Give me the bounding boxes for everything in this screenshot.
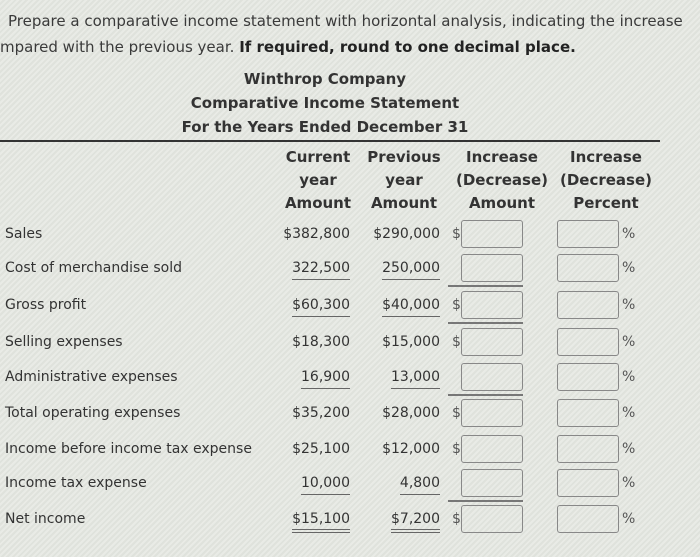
col-header-inc-amount bbox=[452, 146, 552, 215]
previous-amount bbox=[360, 334, 440, 350]
dollar-sign: $ bbox=[452, 297, 461, 313]
current-amount bbox=[270, 441, 350, 457]
increase-percent-input[interactable] bbox=[557, 399, 619, 427]
increase-percent-input[interactable] bbox=[557, 435, 619, 463]
percent-sign: % bbox=[622, 511, 636, 527]
previous-value: $12,000 bbox=[382, 441, 440, 457]
dollar-sign: $ bbox=[452, 441, 461, 457]
col-header-line: Current bbox=[285, 148, 351, 166]
row-label: Net income bbox=[5, 511, 86, 527]
dollar-sign: $ bbox=[452, 511, 461, 527]
current-value: $35,200 bbox=[292, 405, 350, 421]
current-amount bbox=[270, 405, 350, 421]
previous-amount bbox=[360, 441, 440, 457]
row-label: Income before income tax expense bbox=[5, 441, 252, 457]
previous-value: $7,200 bbox=[391, 511, 440, 533]
dollar-sign: $ bbox=[452, 334, 461, 350]
table-row bbox=[0, 469, 700, 499]
table-row bbox=[0, 291, 700, 321]
table-row bbox=[0, 328, 700, 358]
table-row bbox=[0, 435, 700, 465]
col-header-line: year bbox=[385, 171, 423, 189]
increase-percent-input[interactable] bbox=[557, 254, 619, 282]
current-amount bbox=[270, 511, 350, 527]
increase-amount-input[interactable] bbox=[461, 254, 523, 282]
increase-amount-input[interactable] bbox=[461, 435, 523, 463]
total-line bbox=[448, 285, 523, 287]
increase-amount-input[interactable] bbox=[461, 328, 523, 356]
current-value: $15,100 bbox=[292, 511, 350, 533]
instruction-line-1: Prepare a comparative income statement with horizontal analysis, indicating the increase bbox=[8, 12, 683, 30]
percent-sign: % bbox=[622, 334, 636, 350]
previous-amount bbox=[360, 297, 440, 313]
col-header-line: year bbox=[299, 171, 337, 189]
increase-percent-input[interactable] bbox=[557, 220, 619, 248]
row-label: Cost of merchandise sold bbox=[5, 260, 183, 276]
current-amount bbox=[270, 475, 350, 491]
previous-amount bbox=[360, 475, 440, 491]
statement-period: For the Years Ended December 31 bbox=[181, 118, 469, 136]
row-label: Selling expenses bbox=[5, 334, 123, 350]
table-row bbox=[0, 505, 700, 535]
col-header-line: (Decrease) bbox=[455, 171, 549, 189]
previous-value: 13,000 bbox=[391, 369, 440, 389]
dollar-sign: $ bbox=[452, 226, 461, 242]
col-header-line: Increase bbox=[466, 148, 538, 166]
current-value: $60,300 bbox=[292, 297, 350, 317]
col-header-inc-percent bbox=[556, 146, 656, 215]
table-row bbox=[0, 399, 700, 429]
rounding-note: If required, round to one decimal place. bbox=[239, 38, 576, 56]
row-label: Administrative expenses bbox=[5, 369, 178, 385]
current-value: $382,800 bbox=[283, 226, 350, 242]
current-value: 10,000 bbox=[301, 475, 350, 495]
previous-amount bbox=[360, 369, 440, 385]
row-label: Gross profit bbox=[5, 297, 87, 313]
previous-amount bbox=[360, 226, 440, 242]
col-header-previous bbox=[364, 146, 444, 215]
increase-percent-input[interactable] bbox=[557, 363, 619, 391]
increase-amount-input[interactable] bbox=[461, 505, 523, 533]
table-row bbox=[0, 363, 700, 393]
total-line bbox=[448, 394, 523, 396]
table-row bbox=[0, 254, 700, 284]
percent-sign: % bbox=[622, 226, 636, 242]
current-value: $25,100 bbox=[292, 441, 350, 457]
increase-percent-input[interactable] bbox=[557, 291, 619, 319]
increase-amount-input[interactable] bbox=[461, 363, 523, 391]
percent-sign: % bbox=[622, 260, 636, 276]
col-header-line: Amount bbox=[284, 194, 352, 212]
instruction-line-2: mpared with the previous year. bbox=[0, 38, 235, 56]
total-line bbox=[448, 322, 523, 324]
col-header-line: Amount bbox=[468, 194, 536, 212]
total-line bbox=[448, 500, 523, 502]
previous-value: 250,000 bbox=[382, 260, 440, 280]
instructions bbox=[0, 8, 700, 60]
current-amount bbox=[270, 297, 350, 313]
statement-title: Comparative Income Statement bbox=[190, 94, 460, 112]
current-value: 322,500 bbox=[292, 260, 350, 280]
increase-percent-input[interactable] bbox=[557, 469, 619, 497]
previous-value: $290,000 bbox=[373, 226, 440, 242]
previous-amount bbox=[360, 511, 440, 527]
company-name: Winthrop Company bbox=[243, 70, 407, 88]
previous-value: 4,800 bbox=[400, 475, 440, 495]
col-header-line: Amount bbox=[370, 194, 438, 212]
col-header-current bbox=[278, 146, 358, 215]
percent-sign: % bbox=[622, 441, 636, 457]
current-value: $18,300 bbox=[292, 334, 350, 350]
increase-amount-input[interactable] bbox=[461, 291, 523, 319]
dollar-sign: $ bbox=[452, 405, 461, 421]
previous-amount bbox=[360, 260, 440, 276]
previous-value: $28,000 bbox=[382, 405, 440, 421]
increase-percent-input[interactable] bbox=[557, 505, 619, 533]
row-label: Total operating expenses bbox=[5, 405, 181, 421]
increase-amount-input[interactable] bbox=[461, 220, 523, 248]
header-rule bbox=[0, 140, 660, 142]
table-row bbox=[0, 220, 700, 250]
increase-percent-input[interactable] bbox=[557, 328, 619, 356]
col-header-line: (Decrease) bbox=[559, 171, 653, 189]
increase-amount-input[interactable] bbox=[461, 469, 523, 497]
current-amount bbox=[270, 226, 350, 242]
increase-amount-input[interactable] bbox=[461, 399, 523, 427]
current-amount bbox=[270, 260, 350, 276]
previous-amount bbox=[360, 405, 440, 421]
previous-value: $15,000 bbox=[382, 334, 440, 350]
row-label: Sales bbox=[5, 226, 43, 242]
col-header-line: Increase bbox=[570, 148, 642, 166]
col-header-line: Previous bbox=[367, 148, 441, 166]
current-amount bbox=[270, 334, 350, 350]
percent-sign: % bbox=[622, 475, 636, 491]
row-label: Income tax expense bbox=[5, 475, 147, 491]
col-header-line: Percent bbox=[573, 194, 639, 212]
previous-value: $40,000 bbox=[382, 297, 440, 317]
percent-sign: % bbox=[622, 369, 636, 385]
current-amount bbox=[270, 369, 350, 385]
current-value: 16,900 bbox=[301, 369, 350, 389]
percent-sign: % bbox=[622, 297, 636, 313]
percent-sign: % bbox=[622, 405, 636, 421]
